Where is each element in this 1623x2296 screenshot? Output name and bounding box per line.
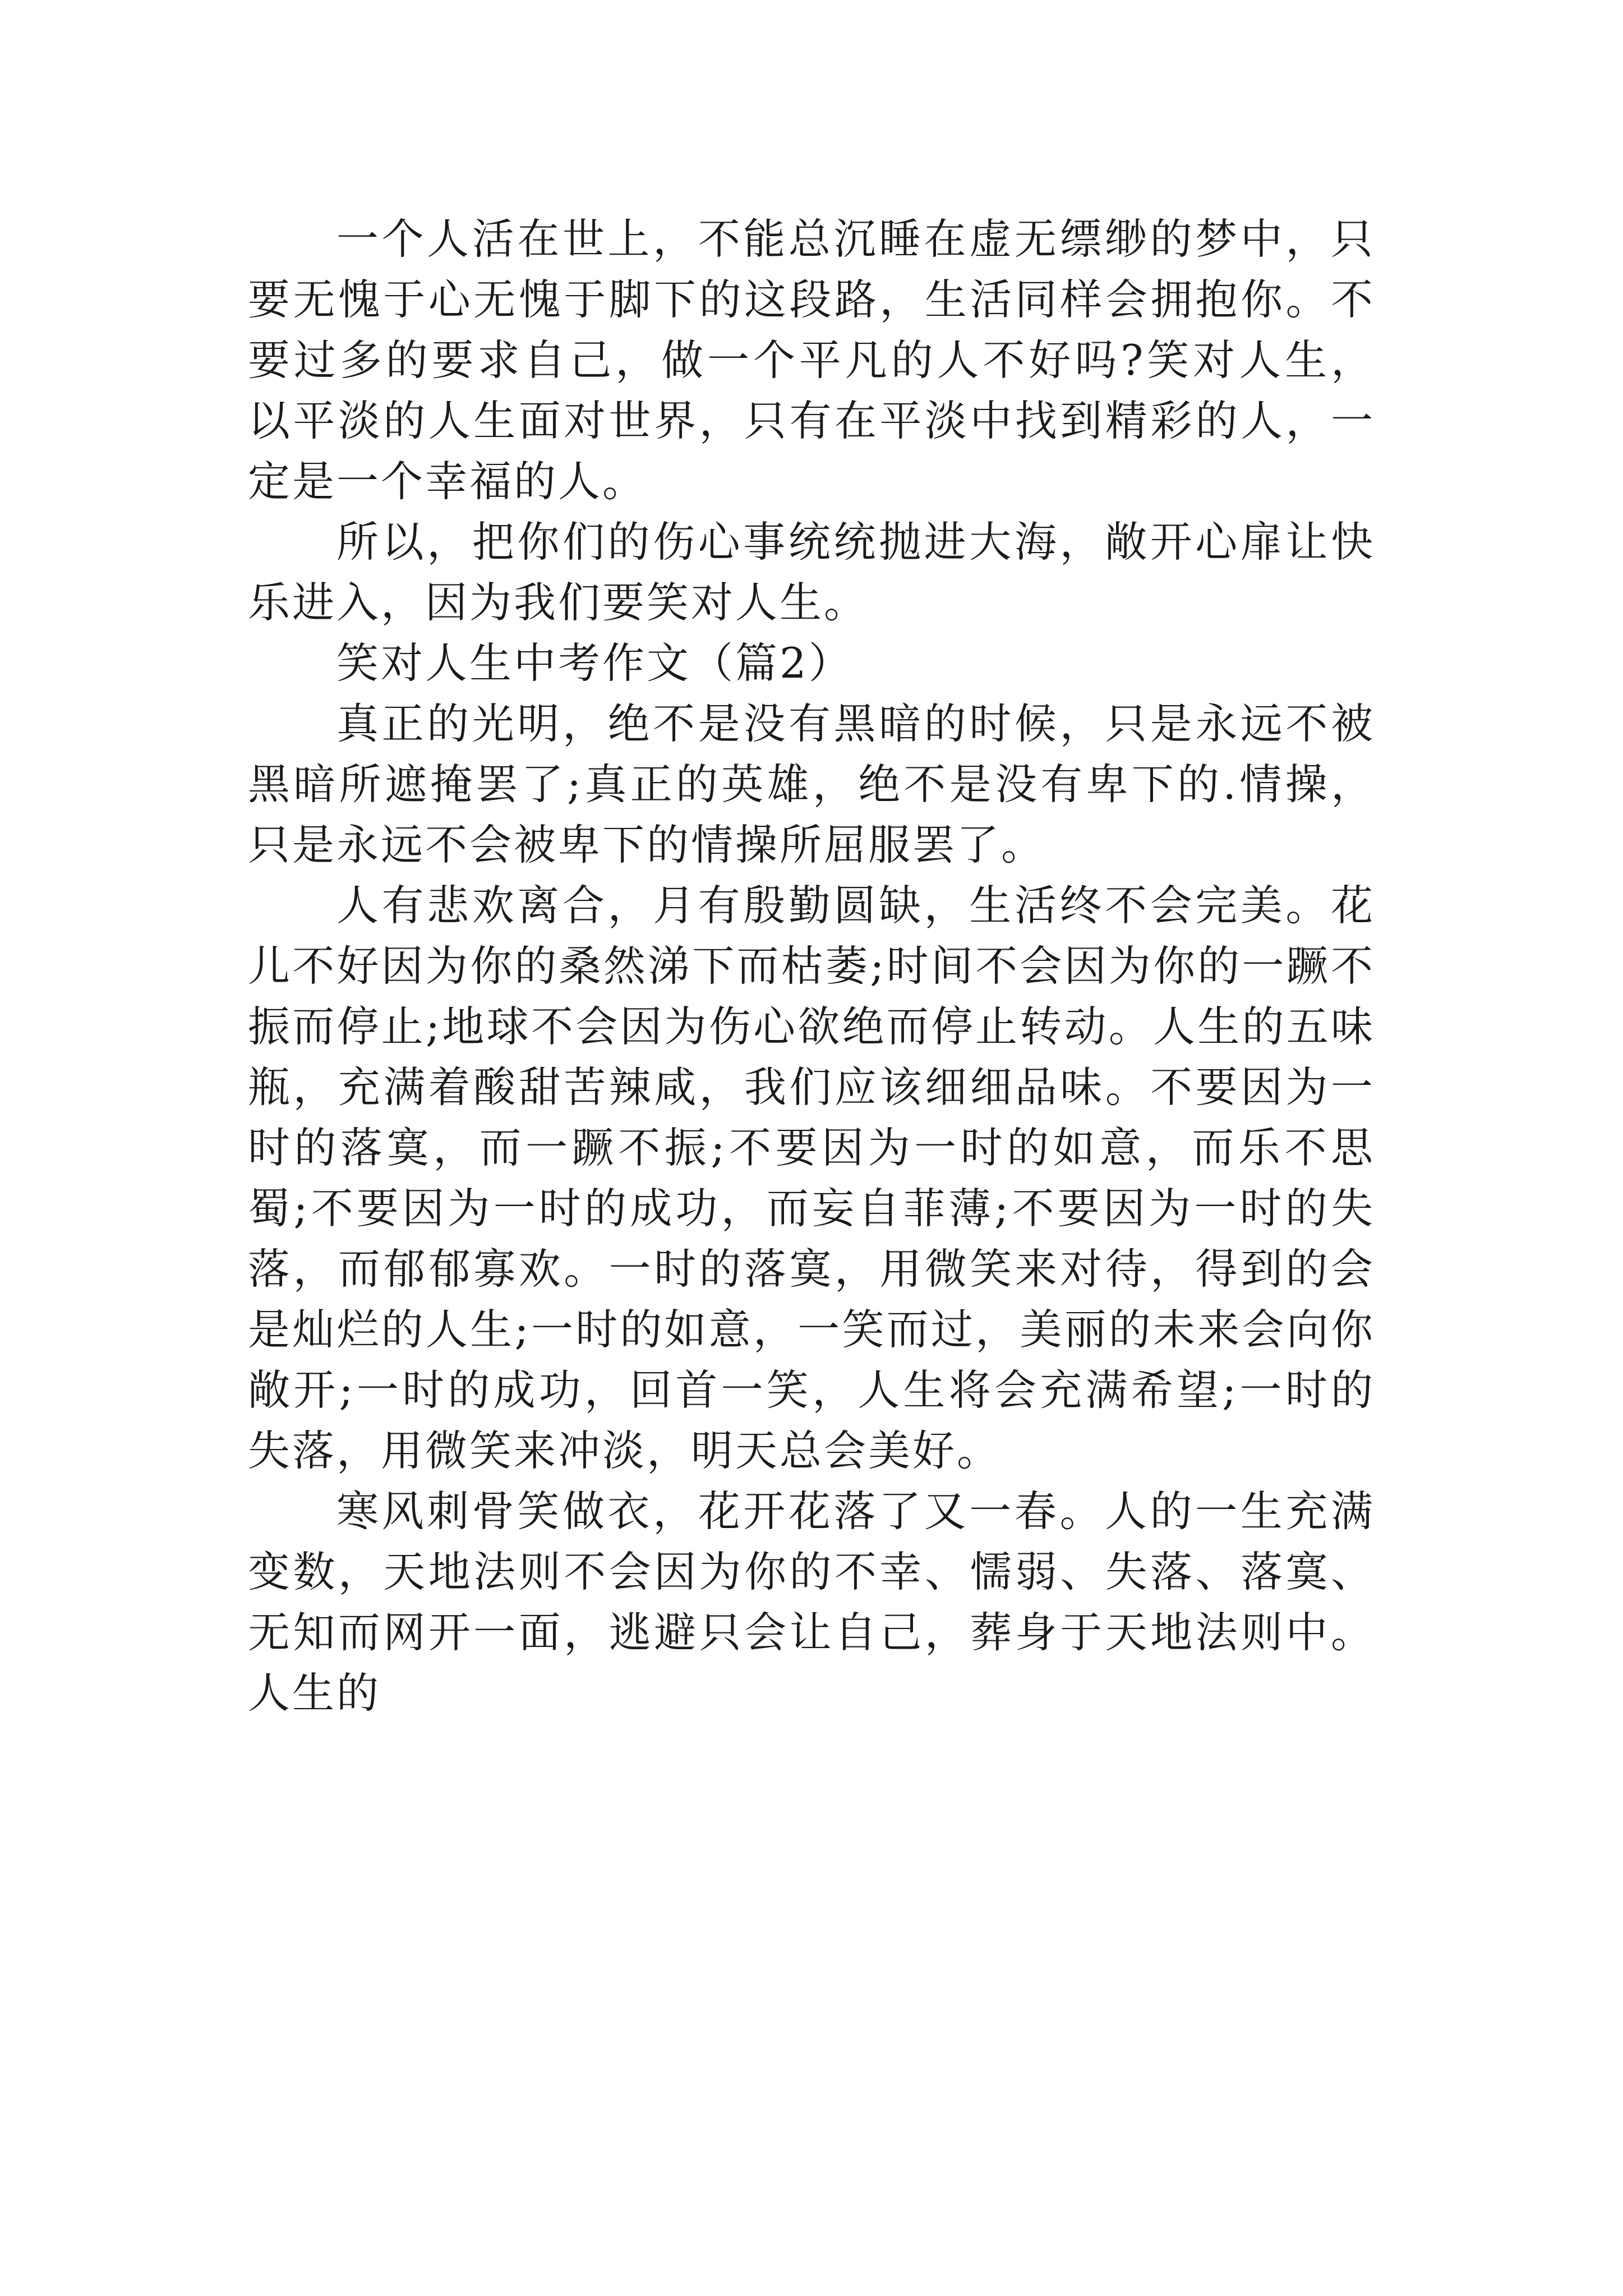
paragraph-1: 一个人活在世上，不能总沉睡在虚无缥缈的梦中，只要无愧于心无愧于脚下的这段路，生活同样会拥抱你。不要过多的要求自己，做一个平凡的人不好吗?笑对人生，以平淡的人生面对世界，只有在平淡中找到精彩的人，一定是一个幸福的人。 bbox=[248, 214, 1375, 506]
paragraph-3: 真正的光明，绝不是没有黑暗的时候，只是永远不被黑暗所遮掩罢了;真正的英雄，绝不是没有卑下的.情操，只是永远不会被卑下的情操所屈服罢了。 bbox=[248, 699, 1375, 869]
paragraph-5: 寒风刺骨笑做衣，花开花落了又一春。人的一生充满变数，天地法则不会因为你的不幸、懦弱、失落、落寞、无知而网开一面，逃避只会让自己，葬身于天地法则中。人生的 bbox=[248, 1487, 1375, 1718]
section-heading: 笑对人生中考作文（篇2） bbox=[336, 638, 853, 688]
paragraph-4: 人有悲欢离合，月有殷勤圆缺，生活终不会完美。花儿不好因为你的桑然涕下而枯萎;时间不会因为你的一蹶不振而停止;地球不会因为伤心欲绝而停止转动。人生的五味瓶，充满着酸甜苦辣咸，我们应该细细品味。不要因为一时的落寞，而一蹶不振;不要因为一时的如意，而乐不思蜀;不要因为一时的成功，而妄自菲薄;不要因为一时的失落，而郁郁寡欢。一时的落寞，用微笑来对待，得到的会是灿烂的人生;一时的如意，一笑而过，美丽的未来会向你敞开;一时的成功，回首一笑，人生将会充满希望;一时的失落，用微笑来冲淡，明天总会美好。 bbox=[248, 881, 1375, 1475]
paragraph-2: 所以，把你们的伤心事统统抛进大海，敞开心扉让快乐进入，因为我们要笑对人生。 bbox=[248, 517, 1375, 627]
document-body bbox=[248, 209, 1375, 1723]
